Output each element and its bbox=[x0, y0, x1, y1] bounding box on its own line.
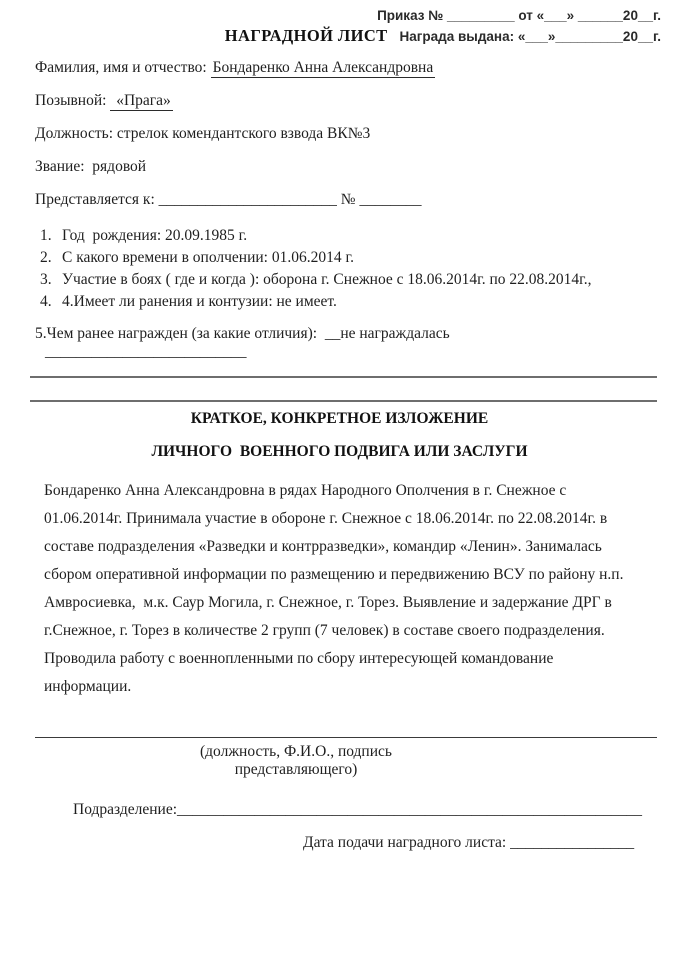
list-item-number: 3. bbox=[40, 271, 52, 288]
position-value: стрелок комендантского взвода ВК№3 bbox=[116, 125, 371, 142]
list-item-number: 4. bbox=[40, 293, 52, 310]
full-name-value: Бондаренко Анна Александровна bbox=[212, 59, 434, 76]
list-item bbox=[40, 247, 679, 269]
submission-date-label: Дата подачи наградного листа: bbox=[303, 834, 511, 851]
unit-label: Подразделение: bbox=[73, 801, 178, 818]
previous-awards-blank: __________________________ bbox=[45, 343, 247, 360]
list-item-text: Участие в боях ( где и когда ): оборона г. Снежное с 18.06.2014г. по 22.08.2014г., bbox=[62, 271, 592, 288]
list-item bbox=[40, 225, 679, 247]
field-rank bbox=[35, 158, 655, 176]
presented-number-label: № bbox=[340, 191, 356, 208]
section-heading-line1: КРАТКОЕ, КОНКРЕТНОЕ ИЗЛОЖЕНИЕ bbox=[190, 410, 489, 427]
unit-blank: ____________________________________________________________ bbox=[177, 801, 643, 818]
rank-label: Звание: bbox=[35, 158, 85, 175]
title-row bbox=[0, 26, 679, 46]
list-item-text: С какого времени в ополчении: 01.06.2014 г. bbox=[62, 249, 354, 266]
signature-caption: (должность, Ф.И.О., подпись представляющего) bbox=[200, 743, 392, 778]
list-item-number: 2. bbox=[40, 249, 52, 266]
list-item bbox=[40, 291, 679, 313]
section-heading-line2: ЛИЧНОГО ВОЕННОГО ПОДВИГА ИЛИ ЗАСЛУГИ bbox=[151, 443, 528, 460]
full-name-label: Фамилия, имя и отчество: bbox=[35, 59, 207, 76]
presented-to-label: Представляется к: bbox=[35, 191, 155, 208]
list-item-text: Год рождения: 20.09.1985 г. bbox=[62, 227, 248, 244]
callsign-value: «Прага» bbox=[112, 92, 171, 109]
citation-paragraph: Бондаренко Анна Александровна в рядах Народного Ополчения в г. Снежное с 01.06.2014г. Принимала участие в обороне г. Снежное с 18.06.2014г. по 22.08.2014г. в составе подразделения «Разведки и контрразведки», командир «Ленин». Занималась сбором оперативной информации по размещению и передвижению ВСУ по району н.п. Амвросиевка, м.к. Саур Могила, г. Снежное, г. Торез. Выявление и задержание ДРГ в г.Снежное, г. Торез в количестве 2 групп (7 человек) в составе своего подразделения. Проводила работу с военнопленными по сбору интересующей командование информации. bbox=[44, 482, 628, 695]
presented-to-blank: _______________________ bbox=[158, 191, 337, 208]
field-presented-to bbox=[35, 191, 655, 209]
callsign-label: Позывной: bbox=[35, 92, 107, 109]
field-callsign bbox=[35, 92, 655, 110]
position-label: Должность: bbox=[35, 125, 114, 142]
document-title: НАГРАДНОЙ ЛИСТ bbox=[224, 26, 388, 45]
signature-line bbox=[35, 737, 657, 738]
list-item-number: 1. bbox=[40, 227, 52, 244]
rank-value: рядовой bbox=[88, 158, 147, 175]
submission-date-blank: ________________ bbox=[510, 834, 635, 851]
field-submission-date bbox=[0, 834, 679, 852]
field-unit bbox=[0, 801, 679, 819]
order-number-line: Приказ № _________ от «___» ______20__г. bbox=[377, 8, 661, 23]
divider-line-1 bbox=[30, 376, 657, 378]
divider-line-2 bbox=[30, 400, 657, 402]
list-item bbox=[40, 269, 679, 291]
numbered-list bbox=[0, 225, 679, 313]
list-item-text: 4.Имеет ли ранения и контузии: не имеет. bbox=[62, 293, 337, 310]
previous-awards-value: __не награждалась bbox=[320, 325, 450, 342]
field-position bbox=[35, 125, 655, 143]
form-fields bbox=[0, 59, 679, 209]
award-issued-line: Награда выдана: «___»_________20__г. bbox=[399, 29, 661, 44]
previous-awards-label: 5.Чем ранее награжден (за какие отличия): bbox=[35, 325, 318, 342]
field-previous-awards bbox=[0, 325, 679, 361]
field-full-name bbox=[35, 59, 655, 77]
presented-number-blank: ________ bbox=[359, 191, 422, 208]
